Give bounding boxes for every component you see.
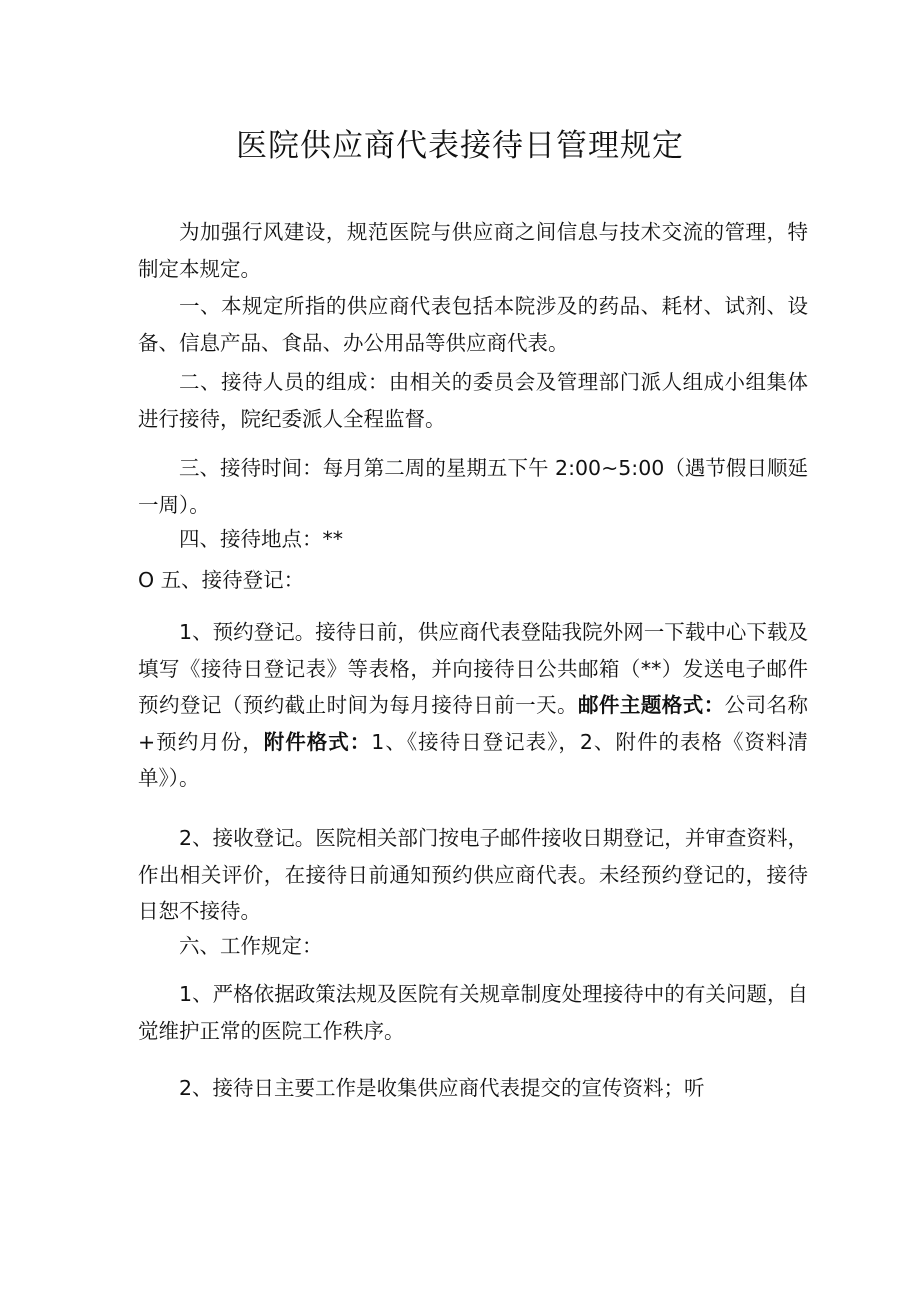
section-5-heading: O 五、接待登记：: [138, 568, 305, 592]
item-5-2-paragraph: 2、接收登记。医院相关部门按电子邮件接收日期登记，并审查资料，作出相关评价，在接待日前通知预约供应商代表。未经预约登记的，接待日恕不接待。: [138, 826, 808, 923]
email-subject-value: 公司名称+预约月份，: [138, 693, 809, 754]
section-1-paragraph: 一、本规定所指的供应商代表包括本院涉及的药品、耗材、试剂、设备、信息产品、食品、办公用品等供应商代表。: [138, 294, 808, 355]
email-subject-label: 邮件主题格式：: [577, 693, 725, 717]
section-2-paragraph: 二、接待人员的组成：由相关的委员会及管理部门派人组成小组集体进行接待，院纪委派人全程监督。: [138, 370, 808, 431]
item-6-1-paragraph: 1、严格依据政策法规及医院有关规章制度处理接待中的有关问题，自觉维护正常的医院工作秩序。: [138, 982, 808, 1043]
item-5-1-paragraph: [138, 614, 808, 797]
intro-paragraph: 为加强行风建设，规范医院与供应商之间信息与技术交流的管理，特制定本规定。: [138, 220, 808, 281]
section-3-paragraph: 三、接待时间：每月第二周的星期五下午 2:00~5:00（遇节假日顺延一周）。: [138, 456, 808, 517]
item-6-2-paragraph: 2、接待日主要工作是收集供应商代表提交的宣传资料；听: [179, 1076, 705, 1100]
attachment-value: 1、《接待日登记表》，2、附件的表格《资料清单》）。: [138, 729, 808, 790]
section-4-paragraph: 四、接待地点：**: [179, 527, 343, 551]
item-5-1-text: 1、预约登记。接待日前，供应商代表登陆我院外网一下载中心下载及填写《接待日登记表》等表格，并向接待日公共邮箱（**）发送电子邮件预约登记（预约截止时间为每月接待日前一天。: [138, 620, 808, 717]
section-6-heading: 六、工作规定：: [179, 934, 323, 958]
attachment-label: 附件格式：: [263, 729, 372, 754]
document-title: 医院供应商代表接待日管理规定: [236, 128, 684, 164]
